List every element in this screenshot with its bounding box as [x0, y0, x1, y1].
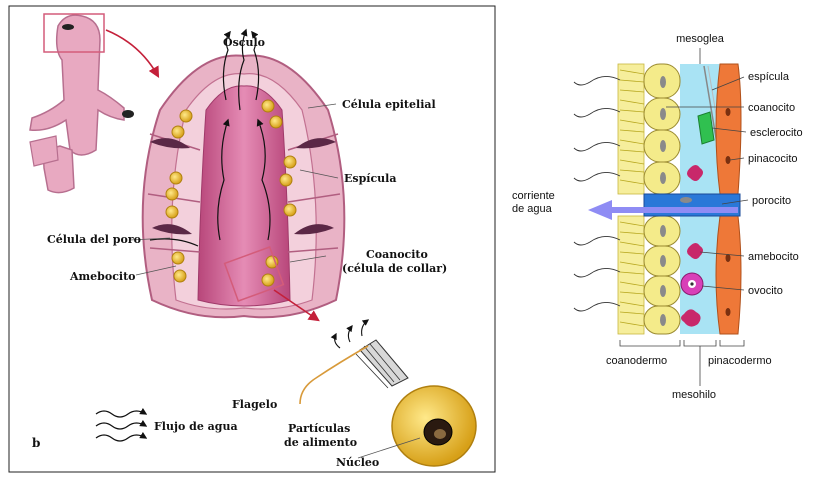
label-corriente: corriente [512, 190, 555, 202]
label-osculo: Ósculo [223, 36, 265, 49]
label-amebocito-right: amebocito [748, 251, 799, 263]
label-de-agua: de agua [512, 203, 552, 215]
label-coanocito: Coanocito [366, 248, 428, 261]
label-nucleo: Núcleo [336, 456, 380, 469]
label-flagelo: Flagelo [232, 398, 278, 411]
water-current-arrowhead [588, 200, 612, 220]
left-panel [9, 6, 495, 472]
label-mesohilo: mesohilo [672, 389, 717, 401]
label-pinacocito: pinacocito [748, 153, 798, 165]
panel-letter: b [32, 436, 41, 450]
label-celula-de-collar: (célula de collar) [342, 262, 448, 275]
label-coanocito-right: coanocito [748, 102, 796, 114]
label-celula-del-poro: Célula del poro [47, 233, 141, 246]
label-porocito: porocito [752, 195, 792, 207]
label-mesoglea: mesoglea [676, 33, 724, 45]
label-coanodermo: coanodermo [606, 355, 668, 367]
right-panel [512, 33, 803, 401]
flagella [574, 76, 620, 311]
label-espicula-right: espícula [748, 71, 789, 83]
label-espicula: Espícula [344, 172, 397, 185]
label-particulas: Partículas [288, 422, 351, 435]
collar-fringe [618, 64, 644, 334]
osculum-top-icon [62, 24, 74, 30]
label-ovocito: ovocito [748, 285, 783, 297]
label-pinacodermo: pinacodermo [708, 355, 772, 367]
label-esclerocito: esclerocito [750, 127, 803, 139]
osculum-dot-icon [122, 110, 134, 118]
label-de-alimento: de alimento [284, 436, 358, 449]
pinacocyte-lower [716, 216, 741, 334]
label-flujo-de-agua: Flujo de agua [154, 420, 238, 433]
label-amebocito: Amebocito [70, 270, 136, 283]
label-celula-epitelial: Célula epitelial [342, 98, 436, 111]
